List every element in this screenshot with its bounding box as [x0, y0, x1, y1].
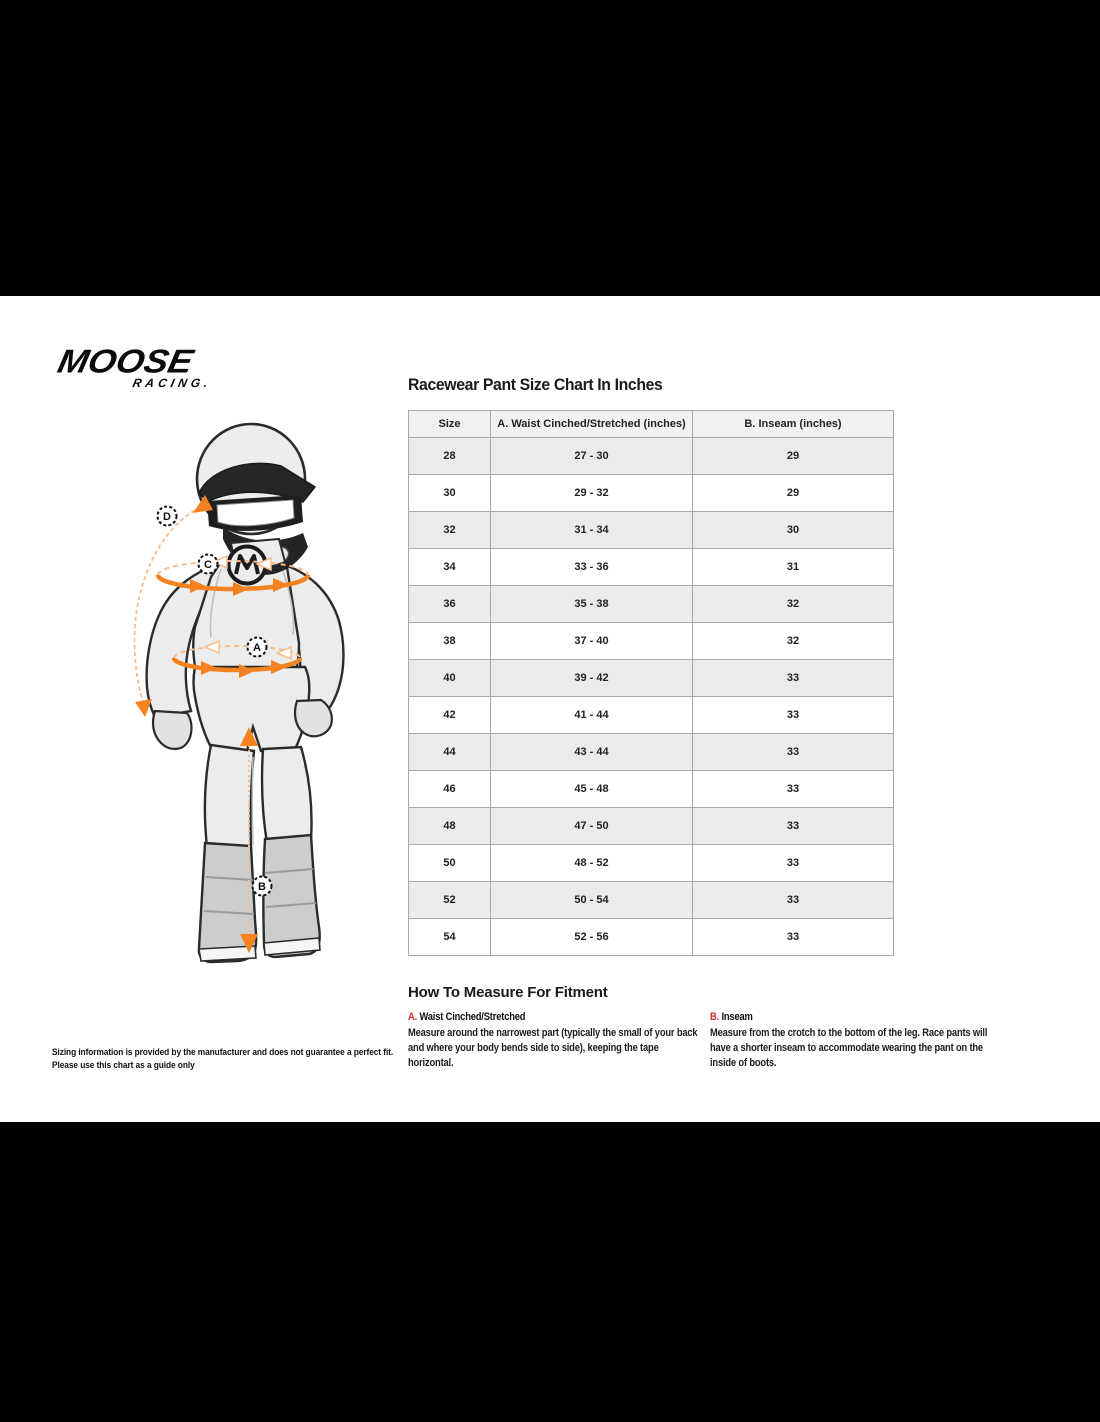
letterbox-bottom: [0, 1122, 1100, 1422]
measure-item-inseam-text: Measure from the crotch to the bottom of the leg. Race pants will have a shorter inseam to accommodate wearing the pant on the inside of boots.: [710, 1027, 988, 1069]
disclaimer-line-1: Sizing information is provided by the manufacturer and does not guarantee a perfect fit.: [52, 1047, 394, 1058]
size-table-body: [409, 438, 894, 956]
table-row: [409, 697, 894, 734]
table-row: [409, 623, 894, 660]
figure-label-c: [199, 555, 218, 574]
table-row: [409, 586, 894, 623]
figure-label-d-text: D: [163, 511, 171, 523]
rider-measurement-figure: [115, 415, 395, 975]
measure-item-waist-key: A.: [408, 1011, 418, 1023]
measure-d-arrow-bottom: [135, 699, 152, 717]
table-cell: 33: [693, 919, 894, 956]
table-row: [409, 549, 894, 586]
right-glove: [295, 700, 332, 736]
table-cell: 32: [409, 512, 491, 549]
table-cell: 40: [409, 660, 491, 697]
table-cell: 48 - 52: [491, 845, 693, 882]
table-cell: 27 - 30: [491, 438, 693, 475]
figure-label-b-text: B: [258, 881, 266, 893]
moose-racing-logo: [55, 342, 215, 390]
measure-item-waist-text: Measure around the narrowest part (typically the small of your back and where your body bends side to side), keeping the tape horizontal.: [408, 1027, 698, 1069]
table-column-header: Size: [409, 411, 491, 438]
measure-item-inseam-key: B.: [710, 1011, 720, 1023]
table-cell: 50 - 54: [491, 882, 693, 919]
figure-label-b: [253, 877, 272, 896]
table-cell: 38: [409, 623, 491, 660]
table-cell: 31: [693, 549, 894, 586]
logo-moose-text: MOOSE: [54, 342, 197, 380]
table-cell: 35 - 38: [491, 586, 693, 623]
table-cell: 33: [693, 734, 894, 771]
table-row: [409, 438, 894, 475]
figure-label-a-text: A: [253, 642, 261, 654]
table-cell: 34: [409, 549, 491, 586]
table-cell: 52 - 56: [491, 919, 693, 956]
table-cell: 33: [693, 771, 894, 808]
how-to-measure-heading: How To Measure For Fitment: [408, 984, 608, 1001]
table-cell: 36: [409, 586, 491, 623]
table-column-header: B. Inseam (inches): [693, 411, 894, 438]
measure-item-inseam-title: [710, 1010, 1003, 1025]
table-row: [409, 475, 894, 512]
table-cell: 29 - 32: [491, 475, 693, 512]
table-cell: 33 - 36: [491, 549, 693, 586]
figure-label-c-text: C: [204, 559, 212, 571]
table-cell: 54: [409, 919, 491, 956]
table-cell: 45 - 48: [491, 771, 693, 808]
table-cell: 37 - 40: [491, 623, 693, 660]
size-chart-table: [408, 410, 894, 956]
size-chart-title: Racewear Pant Size Chart In Inches: [408, 375, 663, 394]
rider-illustration: [115, 415, 395, 975]
table-cell: 44: [409, 734, 491, 771]
table-row: [409, 882, 894, 919]
pants-left-leg: [205, 745, 254, 849]
figure-label-d: [158, 507, 177, 526]
table-column-header: A. Waist Cinched/Stretched (inches): [491, 411, 693, 438]
table-cell: 32: [693, 586, 894, 623]
table-cell: 30: [693, 512, 894, 549]
measure-item-inseam-label: Inseam: [721, 1011, 753, 1023]
measure-item-waist: [408, 1010, 701, 1071]
table-cell: 50: [409, 845, 491, 882]
table-cell: 39 - 42: [491, 660, 693, 697]
table-cell: 28: [409, 438, 491, 475]
table-cell: 31 - 34: [491, 512, 693, 549]
table-cell: 33: [693, 697, 894, 734]
table-cell: 47 - 50: [491, 808, 693, 845]
table-cell: 33: [693, 845, 894, 882]
table-cell: 29: [693, 475, 894, 512]
table-cell: 48: [409, 808, 491, 845]
table-row: [409, 512, 894, 549]
measure-item-inseam: [710, 1010, 1003, 1071]
figure-label-a: [248, 638, 267, 657]
table-cell: 42: [409, 697, 491, 734]
table-cell: 32: [693, 623, 894, 660]
letterbox-top: [0, 0, 1100, 296]
table-row: [409, 845, 894, 882]
pants-right-leg: [262, 747, 311, 843]
table-cell: 52: [409, 882, 491, 919]
table-cell: 30: [409, 475, 491, 512]
table-cell: 33: [693, 660, 894, 697]
measure-item-waist-title: [408, 1010, 701, 1025]
disclaimer-line-2: Please use this chart as a guide only: [52, 1059, 195, 1071]
header-row: [409, 411, 894, 438]
left-glove: [153, 711, 192, 749]
measure-item-waist-label: Waist Cinched/Stretched: [419, 1011, 526, 1023]
table-row: [409, 808, 894, 845]
disclaimer-text: [52, 1047, 422, 1072]
table-row: [409, 734, 894, 771]
size-table-header: [409, 411, 894, 438]
table-row: [409, 771, 894, 808]
table-cell: 33: [693, 808, 894, 845]
table-cell: 41 - 44: [491, 697, 693, 734]
table-cell: 29: [693, 438, 894, 475]
table-row: [409, 919, 894, 956]
table-cell: 33: [693, 882, 894, 919]
table-cell: 46: [409, 771, 491, 808]
logo-racing-text: RACING.: [131, 376, 213, 390]
table-cell: 43 - 44: [491, 734, 693, 771]
table-row: [409, 660, 894, 697]
